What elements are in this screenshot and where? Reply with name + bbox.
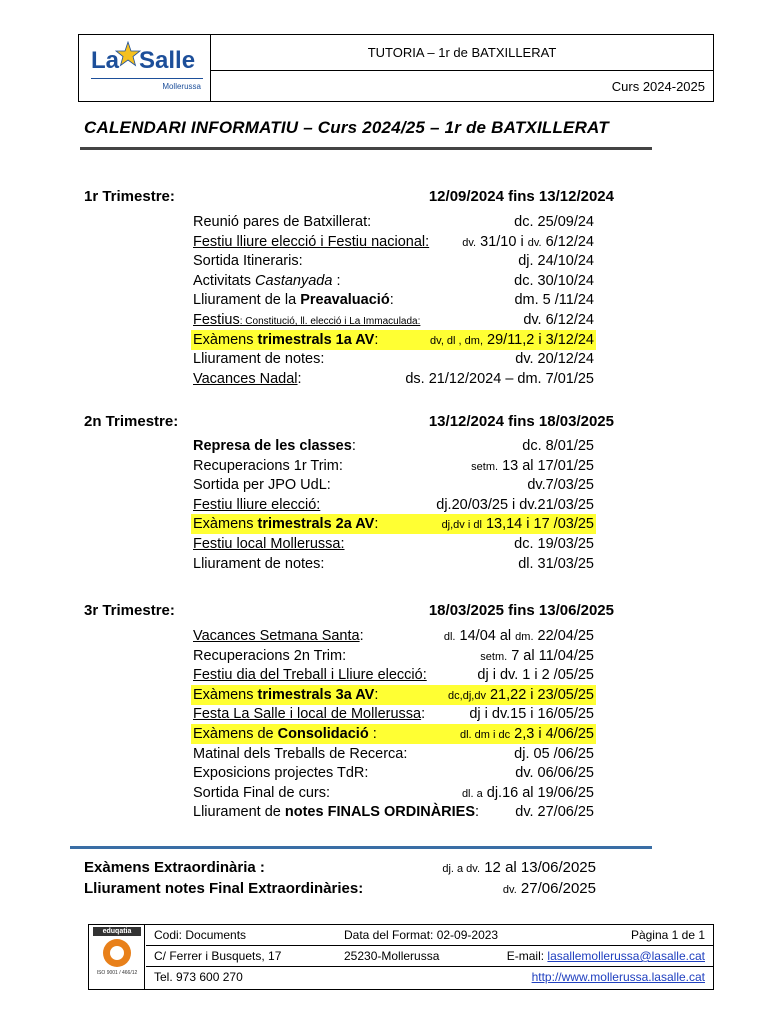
row-label-text: Lliurament de notes: [193,351,325,368]
row-value-text2: 22/04/25 [537,628,594,644]
row-value-text: dv. 06/06/25 [515,765,594,782]
row-label-text: Reunió pares de Batxillerat: [193,214,372,230]
row-value-text: dv. 6/12/24 [523,312,594,328]
row-value [514,212,594,232]
trimestre-range: 18/03/2025 fins 13/06/2025 [428,602,614,619]
extraordinary-value-prefix: dj. a dv. [442,863,481,875]
row-label [193,369,302,389]
row-value [442,514,594,535]
extraordinary-row [84,858,596,878]
calendar-row [191,330,596,350]
extraordinary-value [442,858,596,879]
row-value [460,724,594,745]
row-label-bold: Consolidació [277,726,369,742]
row-label-bold: trimestrals 1a AV [257,331,375,348]
row-value [518,251,594,271]
trimestre-range: 12/09/2024 fins 13/12/2024 [428,188,614,205]
row-value-prefix: dv, dl , dm, [430,334,483,347]
calendar-row [191,290,596,310]
row-value [444,626,594,647]
row-label-post: : [359,628,364,644]
row-label [193,704,425,724]
row-label [193,232,429,252]
row-label-pre: Exàmens de [193,726,278,742]
document-footer [88,924,714,990]
row-label-underlined: Festiu dia del Treball i Lliure elecció: [193,667,427,684]
row-value [430,330,594,351]
row-label [193,251,303,271]
row-label-pre: Activitats [193,272,256,289]
row-value-text: 21,22 i 23/05/25 [489,686,594,703]
calendar-row [191,534,596,554]
row-label-post: : [297,370,302,387]
calendar-row [191,685,596,705]
email-link[interactable]: lasallemollerussa@lasalle.cat [547,949,705,963]
row-value-text: dl. 31/03/25 [518,555,594,572]
row-value-text: dj i dv.15 i 16/05/25 [469,706,594,723]
row-value [514,744,594,764]
calendar-row [191,744,596,764]
trimestre-label: 2n Trimestre: [84,413,179,430]
footer-row-1 [146,925,713,946]
calendar-row [191,724,596,744]
row-label-text: Sortida Final de curs: [193,784,331,801]
row-label [193,665,427,685]
row-label-post: : [351,438,356,454]
trimestre-label: 1r Trimestre: [84,188,175,205]
row-label [193,554,324,574]
row-label-underlined: Festiu lliure elecció: [193,496,321,513]
logo-cell [79,35,211,101]
lasalle-logo [87,41,205,97]
row-value-text: 29/11,2 i 3/12/24 [487,331,594,348]
row-label [193,763,368,783]
row-value [527,475,594,495]
footer-tel: Tel. 973 600 270 [154,970,243,984]
calendar-row [191,436,596,456]
row-label [193,534,345,554]
row-label-pre: Lliurament de [193,804,285,821]
row-label [193,349,324,369]
row-value-text: dj.16 al 19/06/25 [486,784,594,801]
row-value [523,310,594,330]
calendar-row [191,783,596,803]
row-label [193,290,394,310]
calendar-row [191,310,596,330]
calendar-row [191,232,596,252]
footer-email-label: E-mail: [506,949,548,963]
row-value-text: 7 al 11/04/25 [511,647,594,664]
row-value [462,783,594,804]
row-value [405,369,594,389]
row-value-text: 14/04 al [459,628,512,644]
row-label-small: : Constitució, ll. elecció i La Immaculada: [239,316,421,327]
row-value-prefix: dv. [462,236,477,249]
calendar-row [191,349,596,369]
row-value [515,349,594,369]
row-label-post: : [332,272,341,289]
row-label-pre: Exàmens [193,516,258,533]
calendar-row [191,456,596,476]
row-value [448,685,594,706]
row-value [514,290,594,310]
calendar-row [191,665,596,685]
row-label [193,436,356,456]
footer-pagina: Pàgina 1 de 1 [630,928,705,942]
row-value [462,232,594,253]
logo-text-salle: Salle [139,47,196,74]
row-value [522,436,594,456]
row-label-underlined: Vacances Setmana Santa [193,628,360,644]
row-label-text: Festiu lliure elecció i Festiu nacional: [193,233,430,250]
calendar-row [191,369,596,389]
calendar-row [191,475,596,495]
row-label-bold: notes FINALS ORDINÀRIES [284,804,476,821]
row-value-prefix: dc,dj,dv [448,689,486,702]
row-label-text: Matinal dels Treballs de Recerca: [193,745,408,762]
row-value-text: dj.20/03/25 i dv.21/03/25 [436,496,594,513]
row-value-text: 2,3 i 4/06/25 [514,726,594,742]
row-value [515,763,594,783]
section-divider [70,846,652,849]
row-label [193,514,378,534]
trimestre-range: 13/12/2024 fins 18/03/2025 [428,413,614,430]
row-value-prefix: dj,dv i dl [441,519,482,532]
logo-subtitle: Mollerussa [162,82,201,91]
row-label [193,685,378,705]
row-label [193,802,479,822]
footer-email-wrap [507,946,705,966]
row-value-prefix2: dm. [515,631,534,643]
row-value [480,646,594,667]
row-label [193,724,377,744]
row-label-post: : [421,706,426,723]
calendar-row [191,212,596,232]
row-label-post: : [374,686,379,703]
row-label-post: : [374,516,379,533]
row-value-text: 13 al 17/01/25 [502,457,594,474]
row-label [193,783,330,803]
row-label [193,271,341,291]
calendar-row [191,646,596,666]
logo-divider [91,78,203,79]
row-label-pre: Lliurament de la [193,292,301,309]
row-value-prefix: dl. [443,631,456,643]
row-label [193,646,346,666]
row-label-post: : [368,726,377,742]
row-label-underlined: Festa La Salle i local de Mollerussa [193,706,422,723]
footer-data-format: Data del Format: 02-09-2023 [344,928,499,942]
row-value-text: dv. 27/06/25 [515,804,594,821]
row-label-text: Lliurament de notes: [193,555,325,572]
calendar-row [191,802,596,822]
row-value-text: dm. 5 /11/24 [514,292,594,309]
calendar-row [191,763,596,783]
row-value-text: dc. 30/10/24 [514,272,594,289]
footer-row-2 [146,946,713,967]
eduqatia-title: eduqatia [93,927,141,936]
header-course: Curs 2024-2025 [611,79,705,94]
row-label-text: Sortida Itineraris: [193,253,303,270]
row-value-text: dv. 20/12/24 [515,351,594,368]
calendar-row [191,704,596,724]
row-value-text: dj i dv. 1 i 2 /05/25 [477,667,594,684]
footer-row-3 [146,967,713,988]
row-value [477,665,594,685]
row-value [436,495,594,515]
row-label-post: : [389,292,394,309]
row-value-text: dj. 24/10/24 [518,253,594,270]
eduqatia-logo-cell [89,925,145,989]
calendar-row [191,514,596,534]
row-label-underlined: Festiu local Mollerussa: [193,536,345,552]
row-label [193,330,378,350]
extraordinary-label: Exàmens Extraordinària : [84,859,265,876]
row-label-underlined: Vacances Nadal [193,370,298,387]
extraordinary-row [84,879,596,899]
row-label-bold: trimestrals 2a AV [257,516,375,533]
row-value [514,271,594,291]
row-value-text: 13,14 i 17 /03/25 [485,516,594,533]
footer-address: C/ Ferrer i Busquets, 17 [154,949,282,963]
extraordinary-value-text: 27/06/2025 [520,880,596,897]
extraordinary-value-prefix: dv. [502,884,517,896]
row-label-text: Recuperacions 1r Trim: [193,457,343,474]
row-label [193,626,364,646]
quality-icon-inner [110,946,124,960]
row-value-text: dc. 25/09/24 [514,214,594,230]
calendar-row [191,626,596,646]
calendar-row [191,271,596,291]
row-label [193,744,407,764]
row-value-text: dc. 8/01/25 [522,438,594,454]
row-label-bold: trimestrals 3a AV [257,686,375,703]
row-label-pre: Exàmens [193,686,258,703]
row-label-bold: Represa de les classes [193,438,352,454]
logo-text-la: La [91,47,120,74]
row-value-text: dc. 19/03/25 [514,536,594,552]
row-label-italic: Castanyada [255,272,333,289]
row-value [514,534,594,554]
row-label [193,212,371,232]
row-value-prefix: dl. a [461,787,483,800]
website-link[interactable]: http://www.mollerussa.lasalle.cat [531,970,705,984]
footer-postal: 25230-Mollerussa [344,949,440,963]
calendar-row [191,495,596,515]
header-title: TUTORIA – 1r de BATXILLERAT [211,35,713,71]
row-label [193,475,331,495]
document-header [78,34,714,102]
footer-codi: Codi: Documents [154,928,247,942]
row-value-text: ds. 21/12/2024 – dm. 7/01/25 [405,370,594,387]
row-value-text: 31/10 i [480,233,524,250]
row-label [193,456,343,476]
row-label-text: Recuperacions 2n Trim: [193,647,347,664]
trimestre-label: 3r Trimestre: [84,602,175,619]
extraordinary-label: Lliurament notes Final Extraordinàries: [84,880,364,897]
row-label [193,495,320,515]
page-title: CALENDARI INFORMATIU – Curs 2024/25 – 1r de BATXILLERAT [84,118,609,137]
iso-label: ISO 9001 / 466/12 [96,970,138,976]
row-label-post: : [475,804,480,821]
row-label-bold: Preavaluació [300,292,390,309]
row-label-post: : [374,331,379,348]
row-value [471,456,594,477]
calendar-row [191,554,596,574]
row-label-underlined: Festius [193,312,240,328]
row-value-text: dj. 05 /06/25 [514,745,594,762]
row-value-prefix2: dv. [527,236,542,249]
footer-web-wrap [532,967,705,987]
star-icon [115,41,141,67]
calendar-row [191,251,596,271]
title-divider [80,147,652,150]
extraordinary-value-text: 12 al 13/06/2025 [484,859,596,876]
row-value-prefix: setm. [480,650,508,663]
row-value-text2: 6/12/24 [545,233,594,250]
row-value-prefix: dl. dm i dc [460,729,511,741]
row-value [515,802,594,822]
row-value-prefix: setm. [471,460,499,473]
row-label-text: Exposicions projectes TdR: [193,765,369,782]
extraordinary-value [503,879,596,900]
row-label-pre: Exàmens [193,331,258,348]
row-value-text: dv.7/03/25 [527,477,594,494]
row-label-text: Sortida per JPO UdL: [193,477,331,494]
row-value [469,704,594,724]
row-value [518,554,594,574]
eduqatia-logo [93,927,141,987]
